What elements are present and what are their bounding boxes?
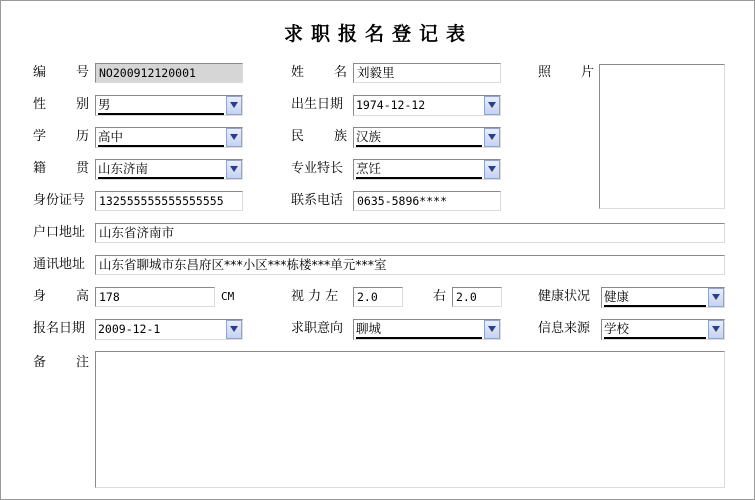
- photo-label: 照 片: [538, 65, 594, 80]
- number-field[interactable]: NO200912120001: [95, 63, 243, 83]
- source-label: 信息来源: [538, 321, 591, 336]
- gender-label: 性 别: [33, 97, 89, 112]
- chevron-down-icon[interactable]: [226, 160, 242, 179]
- gender-value: 男: [98, 97, 224, 115]
- intent-combo[interactable]: [353, 319, 501, 340]
- id-field[interactable]: 132555555555555555: [95, 191, 243, 211]
- health-label: 健康状况: [538, 289, 591, 304]
- reg-date-value: 2009-12-1: [98, 322, 161, 336]
- vision-right-field[interactable]: 2.0: [452, 287, 502, 307]
- id-label: 身份证号: [33, 193, 86, 208]
- chevron-down-icon[interactable]: [484, 160, 500, 179]
- specialty-value: 烹饪: [356, 161, 482, 179]
- health-combo[interactable]: [601, 287, 725, 308]
- reg-date-label: 报名日期: [33, 321, 86, 336]
- chevron-down-icon[interactable]: [708, 320, 724, 339]
- birth-label: 出生日期: [291, 97, 344, 112]
- reg-date-picker[interactable]: [95, 319, 243, 340]
- birth-date-picker[interactable]: [353, 95, 501, 116]
- name-label: 姓 名: [291, 65, 347, 80]
- ethnicity-value: 汉族: [356, 129, 482, 147]
- chevron-down-icon[interactable]: [708, 288, 724, 307]
- mail-field[interactable]: 山东省聊城市东昌府区***小区***栋楼***单元***室: [95, 255, 725, 275]
- chevron-down-icon[interactable]: [226, 128, 242, 147]
- number-label: 编 号: [33, 65, 89, 80]
- height-label: 身 高: [33, 289, 89, 304]
- ethnicity-label: 民 族: [291, 129, 347, 144]
- specialty-combo[interactable]: [353, 159, 501, 180]
- birth-value: 1974-12-12: [356, 98, 426, 112]
- vision-right-label: 右: [433, 289, 447, 304]
- photo-box[interactable]: [599, 64, 725, 209]
- chevron-down-icon[interactable]: [484, 96, 500, 115]
- education-combo[interactable]: [95, 127, 243, 148]
- intent-value: 聊城: [356, 321, 482, 339]
- chevron-down-icon[interactable]: [226, 320, 242, 339]
- remarks-label: 备 注: [33, 355, 89, 370]
- mail-label: 通讯地址: [33, 257, 86, 272]
- remarks-textarea[interactable]: [95, 351, 725, 488]
- phone-field[interactable]: 0635-5896****: [353, 191, 501, 211]
- vision-left-field[interactable]: 2.0: [353, 287, 403, 307]
- height-unit: CM: [221, 290, 235, 303]
- education-value: 高中: [98, 129, 224, 147]
- phone-label: 联系电话: [291, 193, 344, 208]
- vision-left-label: 视 力 左: [291, 289, 339, 304]
- native-place-combo[interactable]: [95, 159, 243, 180]
- height-field[interactable]: 178: [95, 287, 215, 307]
- health-value: 健康: [604, 289, 706, 307]
- native-label: 籍 贯: [33, 161, 89, 176]
- form-title: 求职报名登记表: [283, 23, 473, 45]
- source-value: 学校: [604, 321, 706, 339]
- name-field[interactable]: 刘毅里: [353, 63, 501, 83]
- chevron-down-icon[interactable]: [484, 128, 500, 147]
- source-combo[interactable]: [601, 319, 725, 340]
- chevron-down-icon[interactable]: [484, 320, 500, 339]
- chevron-down-icon[interactable]: [226, 96, 242, 115]
- hukou-field[interactable]: 山东省济南市: [95, 223, 725, 243]
- native-value: 山东济南: [98, 161, 224, 179]
- specialty-label: 专业特长: [291, 161, 344, 176]
- ethnicity-combo[interactable]: [353, 127, 501, 148]
- education-label: 学 历: [33, 129, 89, 144]
- intent-label: 求职意向: [291, 321, 344, 336]
- hukou-label: 户口地址: [33, 225, 86, 240]
- gender-combo[interactable]: [95, 95, 243, 116]
